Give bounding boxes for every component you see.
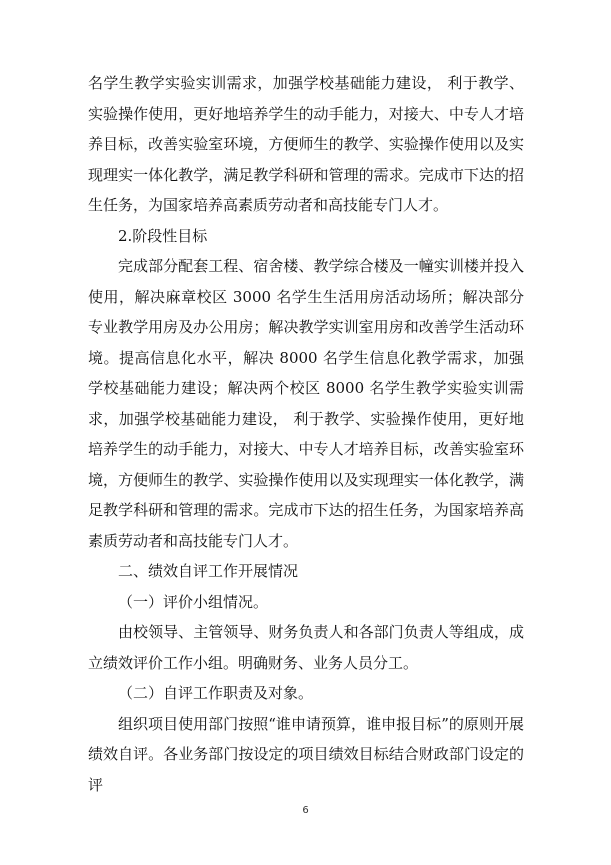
heading-self-evaluation: 二、绩效自评工作开展情况 <box>118 562 299 580</box>
document-body <box>88 68 524 800</box>
paragraph-duties-and-objects: 组织项目使用部门按照“谁申请预算，谁申报目标”的原则开展绩效自评。各业务部门按设定的项目绩效目标结合财政部门设定的评 <box>88 714 524 794</box>
heading-duties-and-objects: （二）自评工作职责及对象。 <box>118 684 314 702</box>
paragraph-phase-goals: 完成部分配套工程、宿舍楼、教学综合楼及一幢实训楼并投入使用，解决麻章校区 3000 名学生生活用房活动场所；解决部分专业教学用房及办公用房；解决教学实训室用房和改善学生活动环境。提高信息化水平，解决 8000 名学生信息化教学需求，加强学校基础能力建设；解决两个校区 8000 名学生教学实验实训需求，加强学校基础能力建设， 利于教学、实验操作使用，更好地培养学生的动手能力，对接大、中专人才培养目标，改善实验室环境，方便师生的教学、实验操作使用以及实现理实一体化教学，满足教学科研和管理的需求。完成市下达的招生任务，为国家培养高素质劳动者和高技能专门人才。 <box>88 257 524 550</box>
paragraph-evaluation-group: 由校领导、主管领导、财务负责人和各部门负责人等组成，成立绩效评价工作小组。明确财务、业务人员分工。 <box>88 623 524 672</box>
heading-evaluation-group: （一）评价小组情况。 <box>118 592 269 611</box>
heading-phase-goals: 2.阶段性目标 <box>118 226 208 245</box>
page-number: 6 <box>302 805 309 816</box>
paragraph-objective-continuation: 名学生教学实验实训需求，加强学校基础能力建设， 利于教学、实验操作使用，更好地培养学生的动手能力，对接大、中专人才培养目标，改善实验室环境，方便师生的教学、实验操作使用以及实现理实一体化教学，满足教学科研和管理的需求。完成市下达的招生任务，为国家培养高素质劳动者和高技能专门人才。 <box>88 74 524 214</box>
